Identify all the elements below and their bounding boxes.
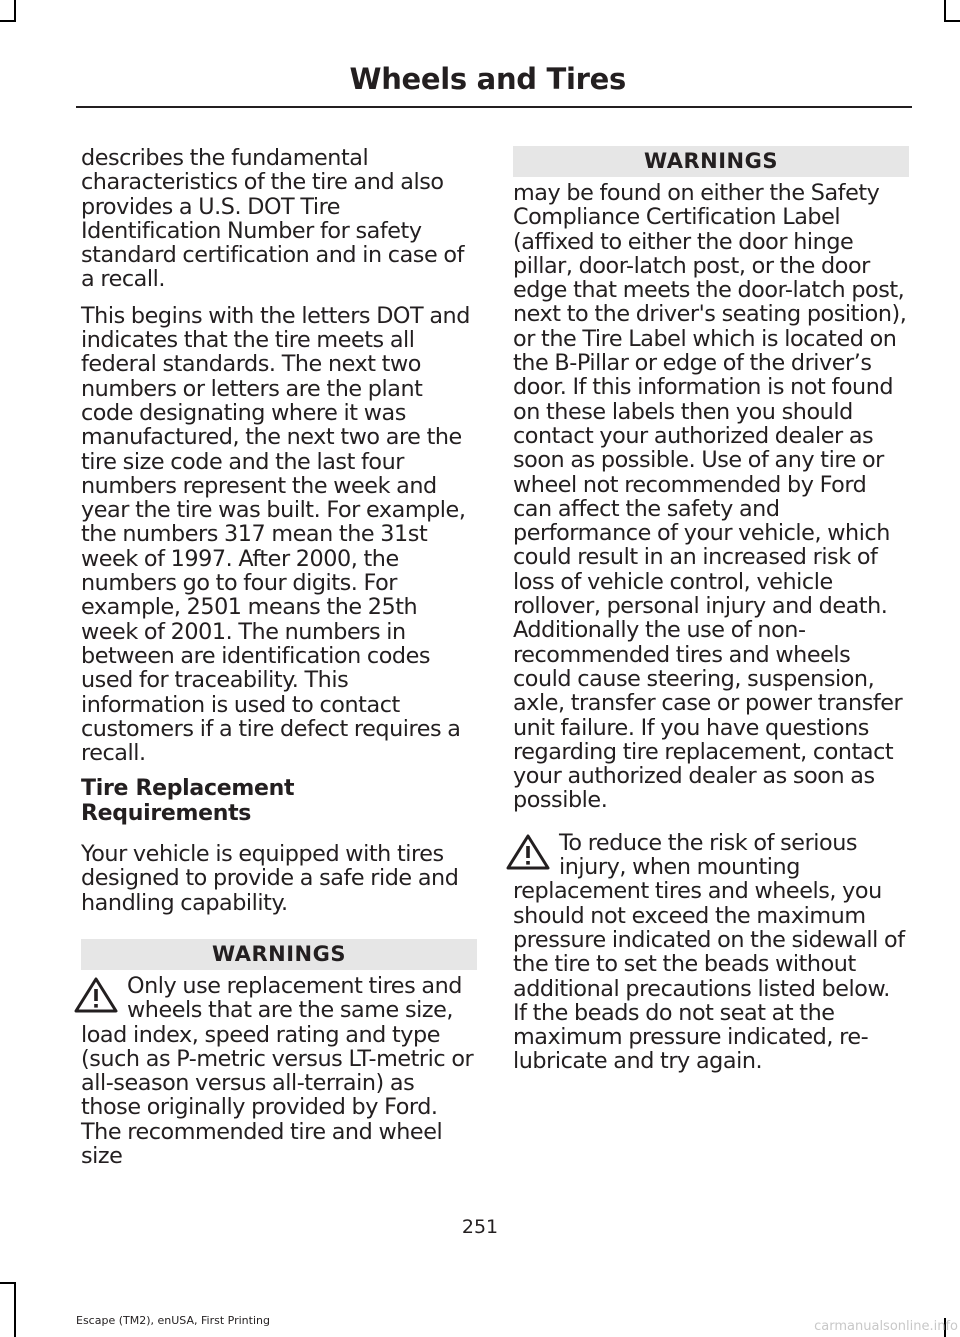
paragraph: This begins with the letters DOT and indicates that the tire meets all federal standards. The next two numbers or letters are the plant code designating where it was manufactured, the next two are the tire size code and the last four numbers represent the week and year the tire was built. For example, the numbers 317 mean the 31st week of 1997. After 2000, the numbers go to four digits. For example, 2501 means the 25th week of 2001. The numbers in between are identification codes used for traceability. This information is used to contact customers if a tire defect requires a recall. xyxy=(81,302,470,767)
paragraph: Your vehicle is equipped with tires designed to provide a safe ride and handling capability. xyxy=(81,841,459,916)
warnings-label: WARNINGS xyxy=(513,146,909,177)
warning-triangle-icon xyxy=(505,833,551,871)
watermark: carmanualsonline.info xyxy=(814,1319,958,1334)
warning-block xyxy=(513,831,909,1074)
right-column xyxy=(513,146,909,1086)
paragraph: describes the fundamental characteristics of the tire and also provides a U.S. DOT Tire Identification Number for safety standard certification and in case of a recall. xyxy=(81,145,464,293)
crop-mark xyxy=(946,20,960,22)
left-column xyxy=(81,146,477,1180)
crop-mark xyxy=(0,20,14,22)
crop-mark xyxy=(14,1282,16,1337)
page-number: 251 xyxy=(461,1216,499,1238)
header-rule xyxy=(76,106,912,108)
crop-mark xyxy=(14,0,16,22)
warning-triangle-icon xyxy=(73,976,119,1014)
warnings-label: WARNINGS xyxy=(81,939,477,970)
warning-block xyxy=(81,974,477,1168)
edition-text: Escape (TM2), enUSA, First Printing xyxy=(76,1314,270,1327)
warning-text-continued: may be found on either the Safety Compliance Certification Label (affixed to either the door hinge pillar, door-latch post, or the door edge that meets the door-latch post, next to the driver's seating position), or the Tire Label which is located on the B-Pillar or edge of the driver’s door. If this information is not found on these labels then you should contact your authorized dealer as soon as possible. Use of any tire or wheel not recommended by Ford can affect the safety and performance of your vehicle, which could result in an increased risk of loss of vehicle control, vehicle rollover, personal injury and death. Additionally the use of non-recommended tires and wheels could cause steering, suspension, axle, transfer case or power transfer unit failure. If you have questions regarding tire replacement, contact your authorized dealer as soon as possible. xyxy=(513,180,907,814)
section-heading: Tire Replacement Requirements xyxy=(81,776,295,826)
page-title: Wheels and Tires xyxy=(349,62,626,96)
crop-mark xyxy=(944,0,946,22)
crop-mark xyxy=(0,1282,14,1284)
warning-text: Only use replacement tires and wheels that are the same size, load index, speed rating and type (such as P-metric versus LT-metric or all-season versus all-terrain) as those originally provided by Ford. The recommended tire and wheel size xyxy=(81,972,474,1169)
warning-text: To reduce the risk of serious injury, when mounting replacement tires and wheels, you should not exceed the maximum pressure indicated on the sidewall of the tire to set the beads without additional precautions listed below. If the beads do not seat at the maximum pressure indicated, re-lubricate and try again. xyxy=(513,829,905,1075)
